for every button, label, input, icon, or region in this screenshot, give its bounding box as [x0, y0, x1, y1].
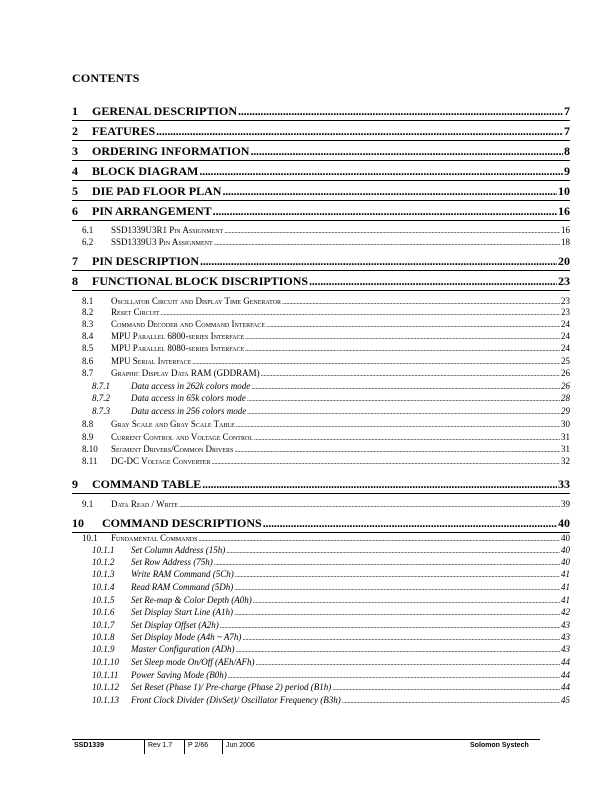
toc-entry-number: 10	[72, 516, 84, 530]
dot-leader	[282, 298, 560, 306]
footer-date: Jun 2006	[226, 742, 255, 749]
dot-leader	[263, 516, 557, 531]
toc-entry-9-1[interactable]	[72, 499, 570, 509]
toc-entry-number: 6	[72, 204, 78, 218]
toc-entry-title: Gray Scale and Gray Scale Table	[111, 419, 235, 429]
toc-entry-number: 8.10	[82, 444, 98, 454]
toc-entry-page: 44	[561, 657, 570, 667]
dot-leader	[156, 124, 563, 139]
toc-entry-number: 8.11	[82, 456, 98, 466]
toc-entry-6-1[interactable]	[72, 225, 570, 235]
dot-leader	[245, 333, 560, 341]
toc-entry-number: 8	[72, 274, 78, 288]
toc-entry-title: Set Reset (Phase 1)/ Pre-charge (Phase 2) period (B1h)	[131, 682, 332, 692]
toc-entry-title: COMMAND DESCRIPTIONS	[102, 516, 262, 530]
toc-entry-8-5[interactable]	[72, 343, 570, 353]
page-footer	[72, 739, 540, 754]
toc-entry-number: 8.9	[82, 432, 94, 442]
toc-entry-title: GERENAL DESCRIPTION	[92, 104, 238, 118]
toc-entry-page: 32	[561, 456, 570, 466]
toc-entry-title: Set Row Address (75h)	[131, 557, 213, 567]
toc-entry-page: 23	[561, 307, 570, 317]
toc-entry-10-1-3[interactable]	[72, 569, 570, 579]
toc-entry-title: SSD1339U3 Pin Assignment	[111, 237, 213, 247]
toc-entry-page: 44	[561, 682, 570, 692]
toc-entry-page: 24	[561, 331, 570, 341]
toc-entry-page: 24	[561, 343, 570, 353]
toc-entry-number: 8.6	[82, 356, 94, 366]
toc-entry-8-6[interactable]	[72, 356, 570, 366]
toc-entry-title: MPU Parallel 8080-series Interface	[111, 343, 245, 353]
toc-entry-title: MPU Serial Interface	[111, 356, 192, 366]
toc-entry-number: 2	[72, 124, 78, 138]
toc-entry-title: SSD1339U3R1 Pin Assignment	[111, 225, 224, 235]
dot-leader	[214, 559, 560, 567]
dot-leader	[198, 535, 560, 543]
footer-company: Solomon Systech	[470, 742, 529, 749]
toc-entry-title: Fundamental Commands	[111, 533, 198, 543]
toc-entry-title: DC-DC Voltage Converter	[111, 456, 211, 466]
toc-entry-number: 10.1.1	[92, 545, 115, 555]
dot-leader	[250, 144, 563, 159]
toc-entry-number: 10.1.12	[92, 682, 119, 692]
toc-entry-title: PIN DESCRIPTION	[92, 254, 200, 268]
toc-entry-number: 9.1	[82, 499, 94, 509]
toc-entry-number: 5	[72, 184, 78, 198]
dot-leader	[234, 584, 560, 592]
footer-divider	[184, 740, 185, 754]
dot-leader	[342, 697, 560, 705]
dot-leader	[235, 571, 560, 579]
footer-revision: Rev 1.7	[148, 742, 173, 749]
toc-entry-2[interactable]	[72, 124, 570, 141]
toc-entry-8-7-3[interactable]	[72, 406, 570, 416]
footer-doc-id: SSD1339	[74, 742, 104, 749]
toc-entry-10-1-12[interactable]	[72, 682, 570, 692]
toc-entry-10-1-7[interactable]	[72, 620, 570, 630]
dot-leader	[247, 408, 560, 416]
toc-entry-10-1-11[interactable]	[72, 670, 570, 680]
toc-entry-number: 4	[72, 164, 78, 178]
toc-entry-number: 8.5	[82, 343, 94, 353]
footer-divider	[222, 740, 223, 754]
toc-entry-title: Command Decoder and Command Interface	[111, 319, 266, 329]
toc-entry-10-1[interactable]	[72, 533, 570, 543]
toc-entry-page: 41	[561, 569, 570, 579]
toc-entry-number: 9	[72, 477, 78, 491]
toc-entry-8-10[interactable]	[72, 444, 570, 454]
toc-entry-10-1-2[interactable]	[72, 557, 570, 567]
dot-leader	[199, 164, 563, 179]
dot-leader	[220, 622, 560, 630]
toc-entry-page: 33	[558, 477, 570, 491]
toc-entry-3[interactable]	[72, 144, 570, 161]
dot-leader	[247, 395, 560, 403]
footer-divider	[144, 740, 145, 754]
toc-entry-number: 3	[72, 144, 78, 158]
toc-entry-page: 7	[564, 124, 570, 138]
dot-leader	[266, 321, 560, 329]
toc-entry-8-1[interactable]	[72, 296, 570, 306]
toc-entry-number: 8.7	[82, 368, 94, 378]
toc-entry-title: Set Sleep mode On/Off (AEh/AFh)	[131, 657, 255, 667]
toc-entry-page: 16	[561, 225, 570, 235]
toc-entry-number: 1	[72, 104, 78, 118]
toc-entry-4[interactable]	[72, 164, 570, 181]
toc-entry-title: Read RAM Command (5Dh)	[131, 582, 234, 592]
toc-entry-8-11[interactable]	[72, 456, 570, 466]
toc-entry-page: 20	[558, 254, 570, 268]
toc-entry-8-4[interactable]	[72, 331, 570, 341]
toc-entry-title: Write RAM Command (5Ch)	[131, 569, 234, 579]
toc-entry-number: 6.2	[82, 237, 94, 247]
toc-entry-page: 25	[561, 356, 570, 366]
toc-entry-number: 8.3	[82, 319, 94, 329]
toc-entry-title: BLOCK DIAGRAM	[92, 164, 199, 178]
toc-entry-page: 43	[561, 632, 570, 642]
toc-entry-8-8[interactable]	[72, 419, 570, 429]
toc-entry-page: 29	[561, 406, 570, 416]
toc-entry-page: 45	[561, 695, 570, 705]
dot-leader	[245, 345, 560, 353]
toc-entry-10-1-5[interactable]	[72, 595, 570, 605]
toc-entry-page: 26	[561, 381, 570, 391]
dot-leader	[224, 227, 560, 235]
toc-entry-10-1-4[interactable]	[72, 582, 570, 592]
toc-entry-8-3[interactable]	[72, 319, 570, 329]
toc-entry-page: 18	[561, 237, 570, 247]
toc-entry-7[interactable]	[72, 254, 570, 271]
toc-entry-page: 28	[561, 393, 570, 403]
toc-entry-10-1-1[interactable]	[72, 545, 570, 555]
toc-entry-10-1-6[interactable]	[72, 607, 570, 617]
toc-entry-page: 7	[564, 104, 570, 118]
toc-entry-number: 10.1.9	[92, 644, 115, 654]
toc-entry-number: 10.1.3	[92, 569, 115, 579]
toc-entry-title: Set Re-map & Color Depth (A0h)	[131, 595, 252, 605]
toc-entry-8-7[interactable]	[72, 368, 570, 378]
toc-entry-8[interactable]	[72, 274, 570, 291]
dot-leader	[234, 609, 560, 617]
dot-leader	[234, 446, 560, 454]
toc-entry-6-2[interactable]	[72, 237, 570, 247]
dot-leader	[228, 672, 560, 680]
toc-entry-10[interactable]	[72, 516, 570, 533]
toc-entry-title: Set Display Start Line (A1h)	[131, 607, 233, 617]
dot-leader	[253, 597, 560, 605]
toc-entry-page: 40	[561, 533, 570, 543]
toc-entry-title: FUNCTIONAL BLOCK DISCRIPTIONS	[92, 274, 309, 288]
toc-entry-8-9[interactable]	[72, 432, 570, 442]
toc-entry-page: 42	[561, 607, 570, 617]
dot-leader	[222, 184, 557, 199]
toc-entry-title: Set Column Address (15h)	[131, 545, 226, 555]
toc-entry-10-1-13[interactable]	[72, 695, 570, 705]
toc-entry-title: Reset Circuit	[111, 307, 160, 317]
toc-entry-number: 10.1.8	[92, 632, 115, 642]
toc-entry-title: Data Read / Write	[111, 499, 178, 509]
toc-entry-title: Segment Drivers/Common Drivers	[111, 444, 234, 454]
dot-leader	[254, 434, 560, 442]
toc-entry-number: 8.4	[82, 331, 94, 341]
dot-leader	[236, 421, 560, 429]
toc-entry-10-1-10[interactable]	[72, 657, 570, 667]
toc-entry-page: 23	[558, 274, 570, 288]
toc-entry-10-1-9[interactable]	[72, 644, 570, 654]
toc-entry-page: 24	[561, 319, 570, 329]
dot-leader	[226, 547, 560, 555]
toc-entry-number: 8.1	[82, 296, 94, 306]
footer-page-number: P 2/66	[188, 742, 209, 749]
toc-entry-8-2[interactable]	[72, 307, 570, 317]
toc-entry-number: 8.2	[82, 307, 94, 317]
toc-entry-number: 8.7.3	[92, 406, 110, 416]
toc-entry-number: 10.1.11	[92, 670, 119, 680]
toc-entry-title: Graphic Display Data RAM (GDDRAM)	[111, 368, 260, 378]
toc-entry-title: PIN ARRANGEMENT	[92, 204, 212, 218]
toc-entry-number: 10.1.5	[92, 595, 115, 605]
dot-leader	[200, 254, 557, 269]
toc-entry-page: 16	[558, 204, 570, 218]
dot-leader	[192, 358, 560, 366]
dot-leader	[213, 204, 557, 219]
toc-entry-number: 10.1.13	[92, 695, 119, 705]
toc-entry-5[interactable]	[72, 184, 570, 201]
toc-entry-10-1-8[interactable]	[72, 632, 570, 642]
toc-entry-title: Data access in 65k colors mode	[131, 393, 246, 403]
toc-entry-number: 10.1.2	[92, 557, 115, 567]
dot-leader	[214, 239, 560, 247]
toc-entry-title: Current Control and Voltage Control	[111, 432, 253, 442]
dot-leader	[161, 309, 560, 317]
toc-entry-page: 39	[561, 499, 570, 509]
dot-leader	[332, 684, 560, 692]
toc-entry-page: 31	[561, 432, 570, 442]
toc-entry-number: 8.7.1	[92, 381, 110, 391]
toc-entry-page: 23	[561, 296, 570, 306]
dot-leader	[255, 659, 560, 667]
toc-entry-page: 9	[564, 164, 570, 178]
toc-entry-page: 40	[561, 545, 570, 555]
dot-leader	[251, 383, 560, 391]
toc-entry-number: 10.1.7	[92, 620, 115, 630]
toc-entry-number: 10.1	[82, 533, 98, 543]
dot-leader	[309, 274, 557, 289]
dot-leader	[261, 370, 560, 378]
toc-entry-title: Data access in 256 colors mode	[131, 406, 247, 416]
toc-entry-title: Set Display Mode (A4h ~ A7h)	[131, 632, 242, 642]
toc-entry-6[interactable]	[72, 204, 570, 221]
dot-leader	[179, 501, 560, 509]
toc-entry-number: 8.8	[82, 419, 94, 429]
toc-entry-page: 41	[561, 595, 570, 605]
toc-entry-title: DIE PAD FLOOR PLAN	[92, 184, 222, 198]
toc-entry-8-7-2[interactable]	[72, 393, 570, 403]
toc-entry-number: 7	[72, 254, 78, 268]
toc-entry-page: 10	[558, 184, 570, 198]
toc-entry-title: Set Display Offset (A2h)	[131, 620, 219, 630]
toc-entry-page: 8	[564, 144, 570, 158]
toc-entry-page: 43	[561, 620, 570, 630]
toc-entry-title: Data access in 262k colors mode	[131, 381, 251, 391]
toc-entry-page: 26	[561, 368, 570, 378]
toc-entry-title: Power Saving Mode (B0h)	[131, 670, 227, 680]
dot-leader	[236, 646, 561, 654]
toc-entry-page: 31	[561, 444, 570, 454]
toc-entry-8-7-1[interactable]	[72, 381, 570, 391]
toc-entry-number: 10.1.6	[92, 607, 115, 617]
toc-entry-number: 6.1	[82, 225, 94, 235]
toc-entry-title: Oscillator Circuit and Display Time Generator	[111, 296, 281, 306]
toc-entry-number: 10.1.10	[92, 657, 119, 667]
toc-entry-1[interactable]	[72, 104, 570, 121]
toc-entry-page: 44	[561, 670, 570, 680]
dot-leader	[211, 458, 560, 466]
toc-entry-page: 40	[558, 516, 570, 530]
toc-entry-title: COMMAND TABLE	[92, 477, 202, 491]
toc-entry-page: 30	[561, 419, 570, 429]
toc-entry-title: Front Clock Divider (DivSet)/ Oscillator Frequency (B3h)	[131, 695, 341, 705]
toc-entry-page: 40	[561, 557, 570, 567]
toc-entry-title: MPU Parallel 6800-series Interface	[111, 331, 245, 341]
toc-entry-title: Master Configuration (ADh)	[131, 644, 235, 654]
dot-leader	[202, 477, 557, 492]
toc-entry-number: 8.7.2	[92, 393, 110, 403]
toc-entry-page: 41	[561, 582, 570, 592]
toc-entry-title: FEATURES	[92, 124, 156, 138]
contents-heading: CONTENTS	[72, 71, 140, 85]
dot-leader	[238, 104, 563, 119]
dot-leader	[242, 634, 560, 642]
toc-entry-title: ORDERING INFORMATION	[92, 144, 250, 158]
toc-entry-number: 10.1.4	[92, 582, 115, 592]
toc-entry-9[interactable]	[72, 477, 570, 494]
toc-entry-page: 43	[561, 644, 570, 654]
